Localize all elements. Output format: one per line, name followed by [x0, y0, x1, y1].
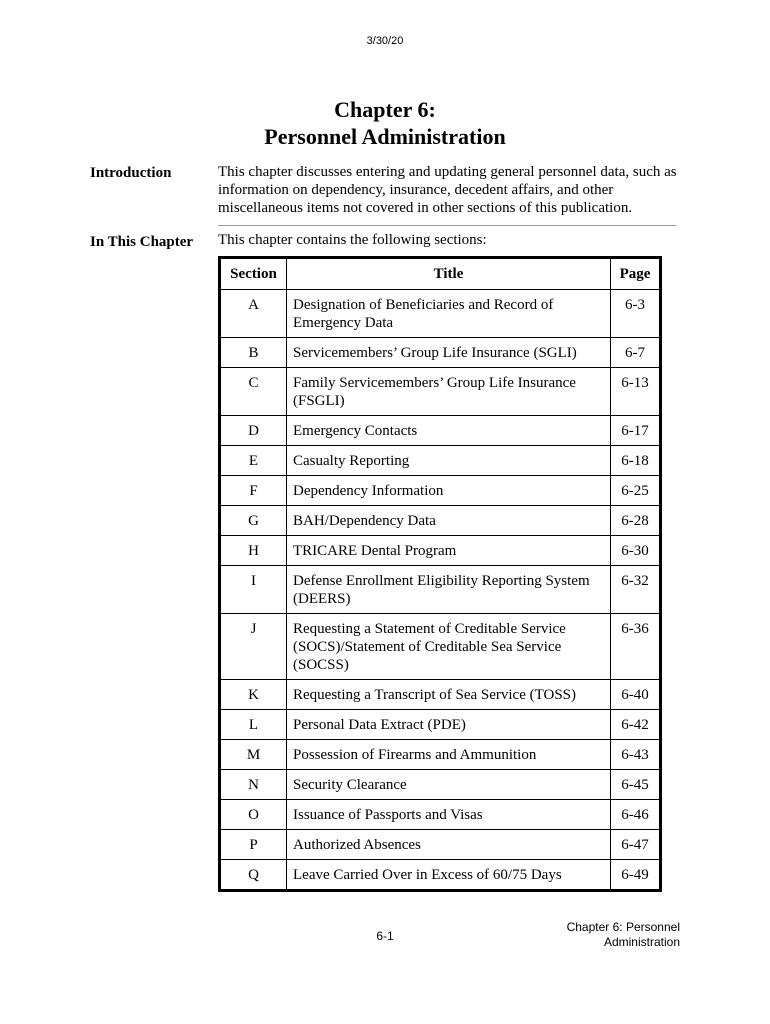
row-section: J [220, 614, 287, 680]
in-this-chapter-label: In This Chapter [90, 234, 194, 250]
table-row [220, 368, 661, 416]
row-page: 6-32 [611, 566, 661, 614]
page-number: 6-1 [376, 929, 394, 943]
row-page: 6-25 [611, 476, 661, 506]
row-section: E [220, 446, 287, 476]
row-section: I [220, 566, 287, 614]
section-divider [218, 225, 676, 226]
row-section: L [220, 710, 287, 740]
row-page: 6-45 [611, 770, 661, 800]
row-page: 6-43 [611, 740, 661, 770]
header-section: Section [220, 258, 287, 290]
row-title: Personal Data Extract (PDE) [287, 710, 611, 740]
row-title: Dependency Information [287, 476, 611, 506]
row-page: 6-17 [611, 416, 661, 446]
row-section: F [220, 476, 287, 506]
header-page: Page [611, 258, 661, 290]
table-row [220, 830, 661, 860]
footer-chapter-title [567, 920, 680, 950]
row-section: M [220, 740, 287, 770]
row-page: 6-7 [611, 338, 661, 368]
row-title: BAH/Dependency Data [287, 506, 611, 536]
row-title: Leave Carried Over in Excess of 60/75 Days [287, 860, 611, 891]
footer-chapter-line1: Chapter 6: Personnel [566, 920, 680, 934]
table-row [220, 338, 661, 368]
header-title: Title [287, 258, 611, 290]
row-title: Requesting a Statement of Creditable Service (SOCS)/Statement of Creditable Sea Service (SOCSS) [287, 614, 611, 680]
row-page: 6-47 [611, 830, 661, 860]
row-page: 6-40 [611, 680, 661, 710]
row-page: 6-36 [611, 614, 661, 680]
table-row [220, 416, 661, 446]
row-title: Servicemembers’ Group Life Insurance (SGLI) [287, 338, 611, 368]
row-section: P [220, 830, 287, 860]
row-section: O [220, 800, 287, 830]
chapter-title-line2: Personnel Administration [264, 124, 506, 149]
table-row [220, 536, 661, 566]
row-title: Security Clearance [287, 770, 611, 800]
row-title: TRICARE Dental Program [287, 536, 611, 566]
table-row [220, 860, 661, 891]
row-title: Designation of Beneficiaries and Record of Emergency Data [287, 290, 611, 338]
row-section: K [220, 680, 287, 710]
introduction-text: This chapter discusses entering and updating general personnel data, such as information on dependency, insurance, decedent affairs, and other miscellaneous items not covered in other sections of this publication. [218, 164, 677, 216]
row-page: 6-30 [611, 536, 661, 566]
row-page: 6-3 [611, 290, 661, 338]
row-section: B [220, 338, 287, 368]
table-row [220, 476, 661, 506]
table-row [220, 506, 661, 536]
table-body [220, 290, 661, 891]
table-row [220, 800, 661, 830]
row-section: H [220, 536, 287, 566]
row-title: Casualty Reporting [287, 446, 611, 476]
row-section: C [220, 368, 287, 416]
table-row [220, 680, 661, 710]
introduction-label: Introduction [90, 165, 172, 181]
footer-chapter-line2: Administration [603, 935, 680, 949]
row-title: Emergency Contacts [287, 416, 611, 446]
row-page: 6-42 [611, 710, 661, 740]
row-section: G [220, 506, 287, 536]
table-row [220, 290, 661, 338]
row-title: Requesting a Transcript of Sea Service (TOSS) [287, 680, 611, 710]
row-section: A [220, 290, 287, 338]
table-row [220, 446, 661, 476]
sections-table [218, 256, 662, 892]
table-row [220, 710, 661, 740]
row-page: 6-18 [611, 446, 661, 476]
table-row [220, 614, 661, 680]
in-this-chapter-text: This chapter contains the following sections: [218, 232, 487, 248]
table-row [220, 770, 661, 800]
row-title: Possession of Firearms and Ammunition [287, 740, 611, 770]
page-date: 3/30/20 [366, 35, 404, 47]
row-section: Q [220, 860, 287, 891]
row-title: Family Servicemembers’ Group Life Insurance (FSGLI) [287, 368, 611, 416]
row-page: 6-28 [611, 506, 661, 536]
row-section: N [220, 770, 287, 800]
row-title: Defense Enrollment Eligibility Reporting System (DEERS) [287, 566, 611, 614]
row-page: 6-46 [611, 800, 661, 830]
table-row [220, 740, 661, 770]
chapter-title-line1: Chapter 6: [334, 97, 436, 122]
row-section: D [220, 416, 287, 446]
row-title: Authorized Absences [287, 830, 611, 860]
row-page: 6-13 [611, 368, 661, 416]
table-row [220, 566, 661, 614]
row-title: Issuance of Passports and Visas [287, 800, 611, 830]
table-header-row [220, 258, 661, 290]
row-page: 6-49 [611, 860, 661, 891]
chapter-title [0, 96, 770, 150]
